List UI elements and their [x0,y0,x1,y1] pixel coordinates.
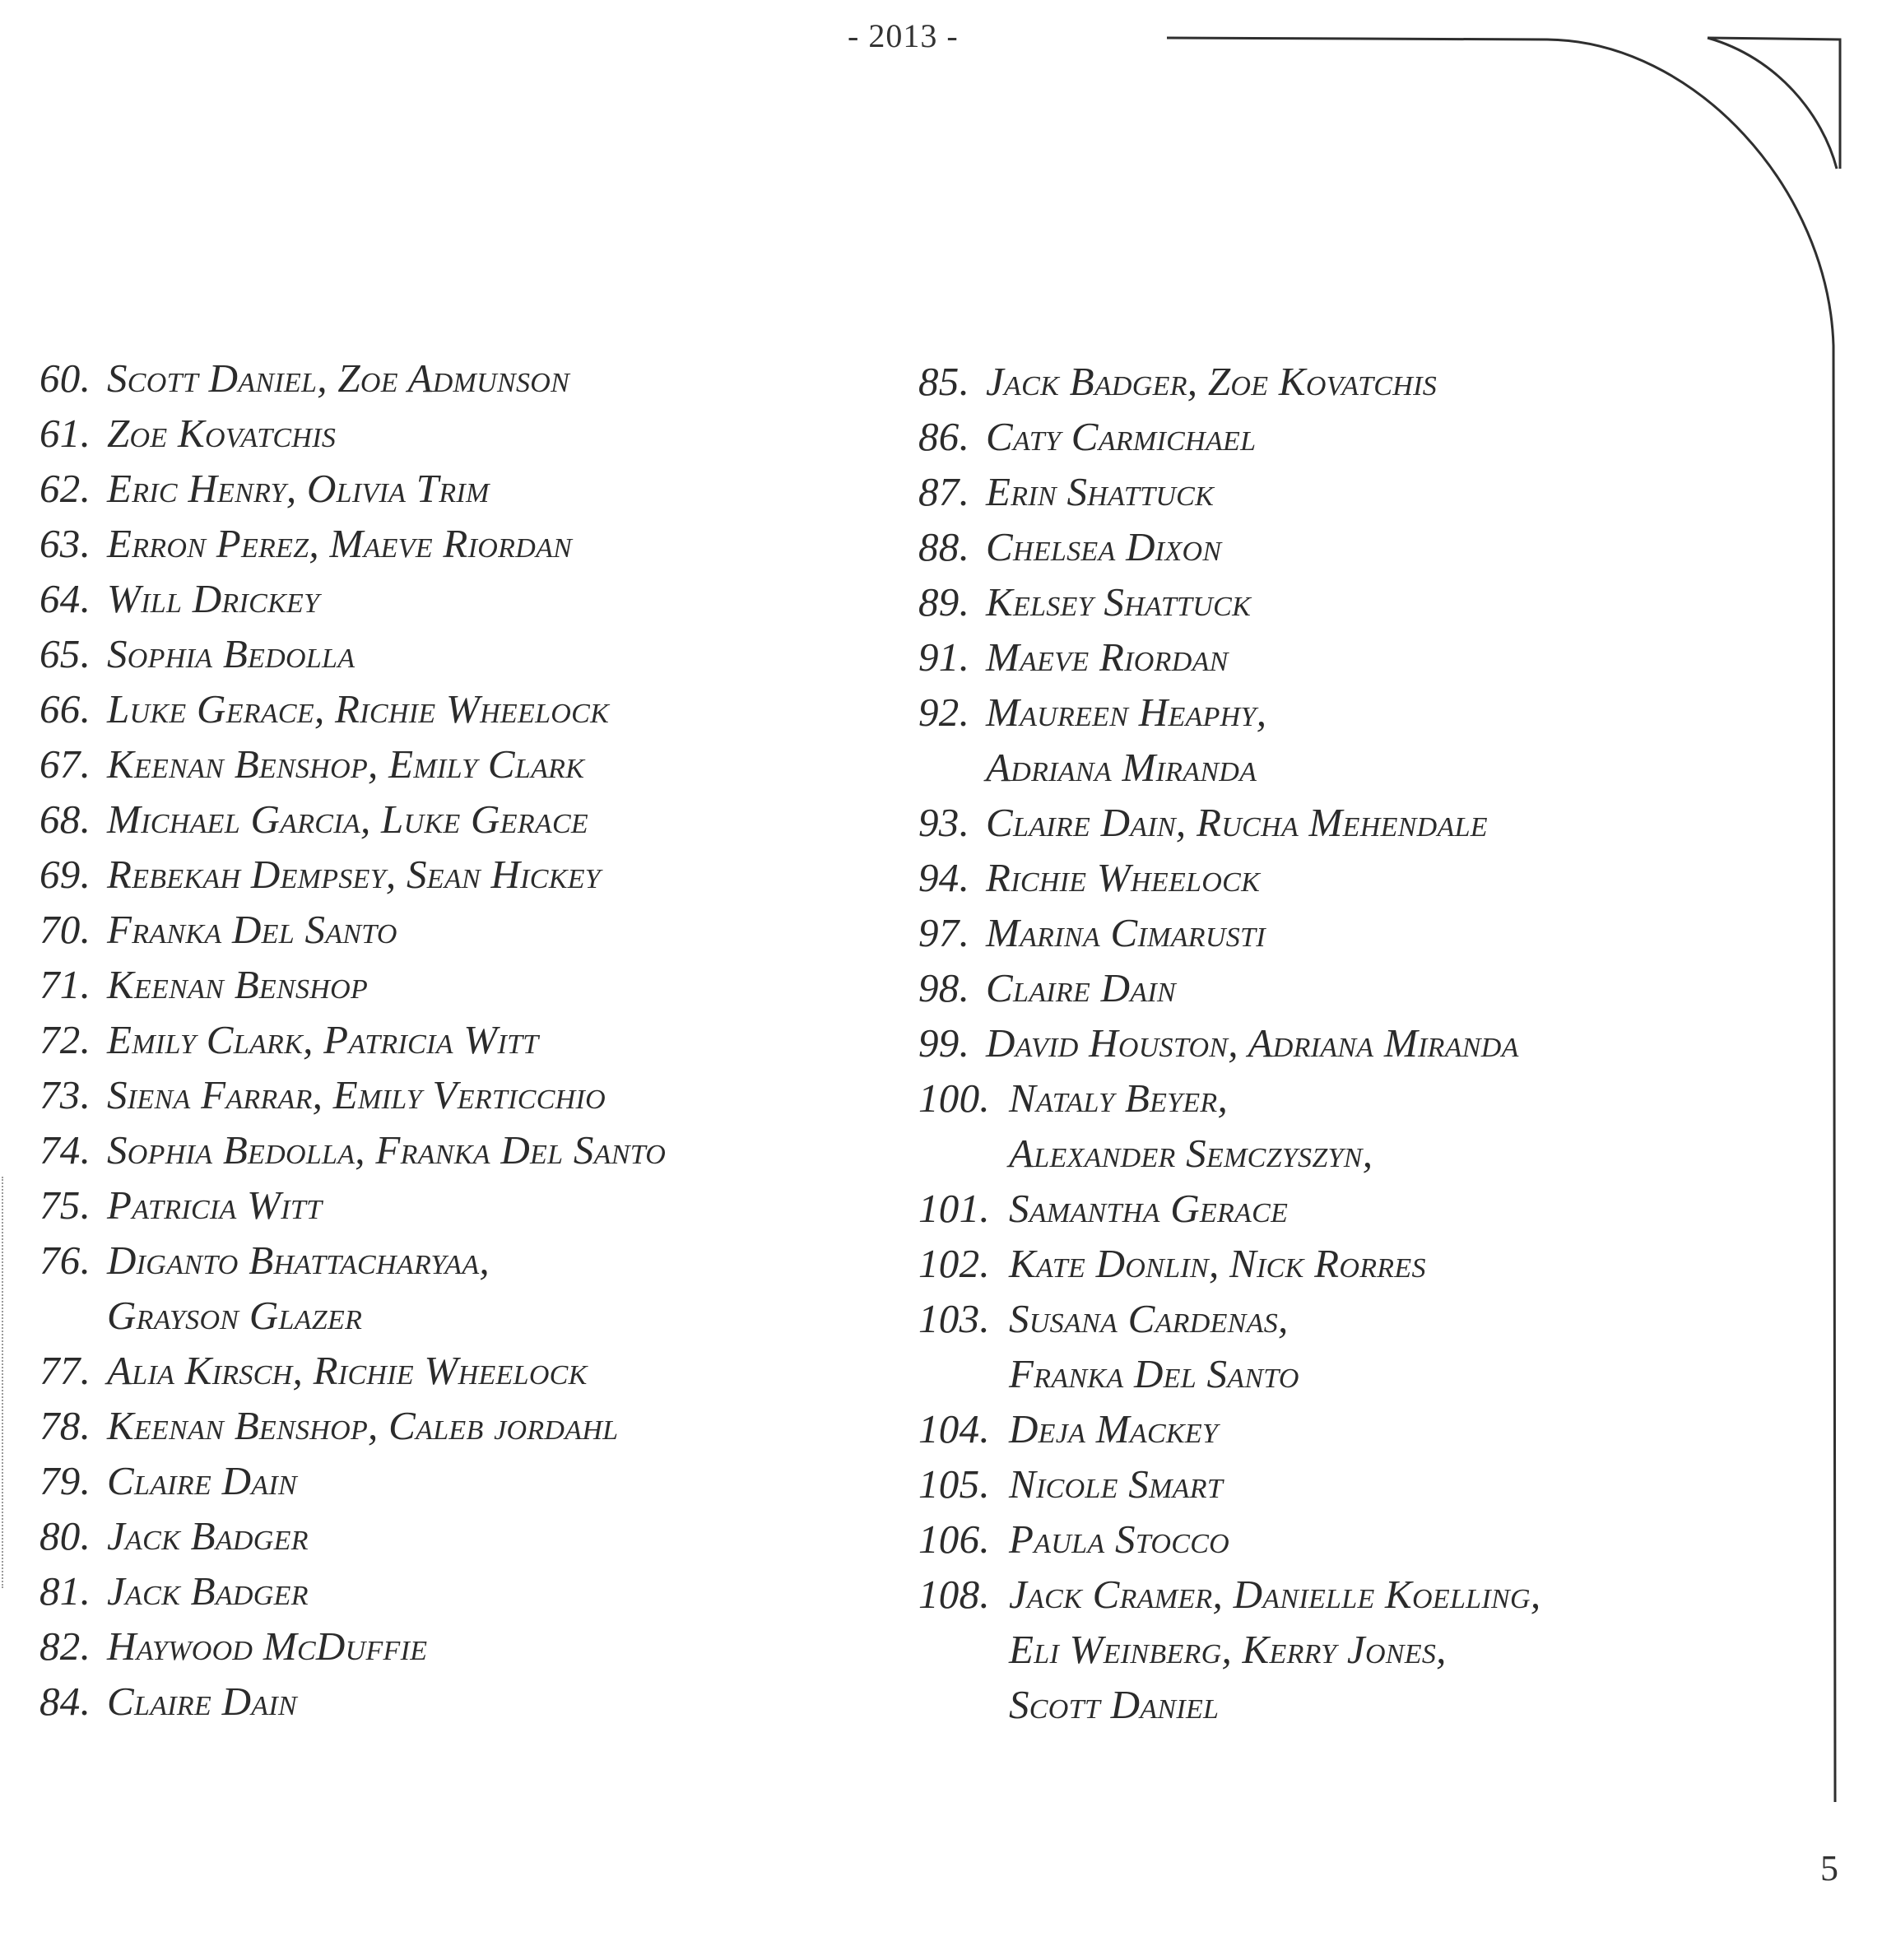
entry-number: 97. [918,910,970,955]
list-item [39,626,666,681]
entry-number: 93. [918,800,970,845]
list-item [39,516,666,571]
entry-number: 64. [39,576,91,621]
entry-number: 61. [39,411,91,456]
entry-names [1009,1567,1540,1732]
list-item [39,351,666,406]
list-item [39,1674,666,1729]
entry-names [107,516,572,571]
list-item [918,1071,1540,1181]
entry-names [107,1453,297,1508]
entry-name-line: Erin Shattuck [986,469,1215,514]
entry-number: 84. [39,1679,91,1724]
entry-name-line: Samantha Gerace [1009,1186,1289,1231]
entry-name-line: Zoe Kovatchis [107,411,337,456]
entry-names [107,461,490,516]
entry-number: 89. [918,579,970,625]
entry-names [107,736,584,792]
entry-name-line: Eli Weinberg, Kerry Jones, [1009,1627,1447,1672]
entry-names [1009,1291,1299,1401]
entry-names [1009,1181,1288,1236]
entry-number: 94. [918,855,970,900]
entry-name-line: Claire Dain [986,965,1176,1010]
entry-name-line: Siena Farrar, Emily Verticchio [107,1072,606,1117]
entry-number: 105. [918,1461,990,1507]
entry-names [107,1398,618,1453]
list-item [918,850,1540,905]
entry-number: 104. [918,1406,990,1451]
list-item [39,1563,666,1619]
entry-number: 78. [39,1403,91,1448]
list-item [39,1398,666,1453]
entry-name-line: Sophia Bedolla, Franka Del Santo [107,1127,667,1173]
entry-names [107,1233,490,1343]
entry-name-line: Erron Perez, Maeve Riordan [107,521,573,566]
entry-names [107,792,588,847]
entry-name-line: Jack Badger, Zoe Kovatchis [986,359,1438,404]
entry-name-line: Maeve Riordan [986,634,1229,680]
entry-names [1009,1512,1229,1567]
entry-number: 72. [39,1017,91,1062]
entry-name-line: Jack Badger [107,1513,309,1558]
entry-number: 91. [918,634,970,680]
entry-names [1009,1401,1218,1456]
entry-names [107,1122,666,1177]
entry-number: 65. [39,631,91,676]
entry-name-line: Michael Garcia, Luke Gerace [107,797,588,842]
entry-name-line: Haywood McDuffie [107,1623,428,1669]
entry-name-line: Sophia Bedolla [107,631,355,676]
entry-number: 101. [918,1186,990,1231]
entry-name-line: Grayson Glazer [107,1293,363,1338]
list-item [918,354,1540,409]
entry-number: 68. [39,797,91,842]
list-item [39,406,666,461]
entry-name-line: Diganto Bhattacharyaa, [107,1238,490,1283]
list-item [918,1236,1540,1291]
entry-names [107,1067,606,1122]
page-header-year: - 2013 - [848,17,959,54]
entry-name-line: Susana Cardenas, [1009,1296,1289,1341]
entry-name-line: Keenan Benshop, Caleb jordahl [107,1403,619,1448]
list-item [918,1401,1540,1456]
list-item [39,461,666,516]
entry-names [107,571,319,626]
entry-number: 108. [918,1572,990,1617]
entry-names [107,1563,309,1619]
entry-number: 81. [39,1568,91,1614]
entry-number: 85. [918,359,970,404]
entry-name-line: Kate Donlin, Nick Rorres [1009,1241,1426,1286]
entry-name-line: Luke Gerace, Richie Wheelock [107,686,610,732]
entry-number: 99. [918,1020,970,1066]
list-item [39,681,666,736]
entry-number: 86. [918,414,970,459]
right-column-list [918,354,1540,1732]
entry-number: 77. [39,1348,91,1393]
list-item [39,1177,666,1233]
entry-names [986,354,1437,409]
list-item [918,1015,1540,1071]
entry-name-line: Claire Dain, Rucha Mehendale [986,800,1488,845]
entry-name-line: Franka Del Santo [107,907,397,952]
entry-name-line: Nicole Smart [1009,1461,1224,1507]
entry-number: 62. [39,466,91,511]
entry-number: 75. [39,1182,91,1228]
entry-names [107,626,355,681]
list-item [39,847,666,902]
entry-name-line: Chelsea Dixon [986,524,1222,569]
entry-number: 80. [39,1513,91,1558]
entry-number: 74. [39,1127,91,1173]
list-item [39,902,666,957]
entry-number: 92. [918,690,970,735]
list-item [918,574,1540,629]
entry-name-line: Richie Wheelock [986,855,1261,900]
entry-name-line: Will Drickey [107,576,320,621]
entry-name-line: Claire Dain [107,1458,297,1503]
entry-number: 98. [918,965,970,1010]
entry-names [986,409,1256,464]
entry-name-line: Alia Kirsch, Richie Wheelock [107,1348,588,1393]
binding-edge-marks [2,1177,6,1588]
entry-names [1009,1456,1223,1512]
entry-names [986,574,1251,629]
list-item [918,464,1540,519]
list-item [918,519,1540,574]
entry-names [107,1177,322,1233]
list-item [39,1067,666,1122]
entry-name-line: Keenan Benshop, Emily Clark [107,741,585,787]
entry-number: 87. [918,469,970,514]
entry-number: 66. [39,686,91,732]
entry-number: 106. [918,1516,990,1562]
entry-number: 100. [918,1075,990,1121]
entry-number: 76. [39,1238,91,1283]
list-item [918,905,1540,960]
list-item [39,1122,666,1177]
list-item [39,1453,666,1508]
entry-number: 79. [39,1458,91,1503]
entry-name-line: Paula Stocco [1009,1516,1230,1562]
list-item [39,1508,666,1563]
left-column-list [39,351,666,1729]
list-item [918,629,1540,685]
entry-name-line: Kelsey Shattuck [986,579,1252,625]
list-item [39,1233,666,1343]
list-item [918,1181,1540,1236]
list-item [918,795,1540,850]
entry-number: 69. [39,852,91,897]
entry-number: 70. [39,907,91,952]
entry-names [986,850,1260,905]
entry-number: 60. [39,355,91,401]
entry-name-line: Deja Mackey [1009,1406,1219,1451]
entry-name-line: Jack Badger [107,1568,309,1614]
entry-names [986,960,1176,1015]
entry-name-line: Eric Henry, Olivia Trim [107,466,490,511]
entry-name-line: Adriana Miranda [986,745,1257,790]
entry-number: 82. [39,1623,91,1669]
entry-names [1009,1236,1426,1291]
entry-names [986,1015,1519,1071]
entry-names [107,847,601,902]
page-number: 5 [1820,1848,1838,1888]
entry-number: 88. [918,524,970,569]
entry-name-line: Jack Cramer, Danielle Koelling, [1009,1572,1541,1617]
entry-number: 103. [918,1296,990,1341]
list-item [39,1012,666,1067]
list-item [39,571,666,626]
list-item [39,1619,666,1674]
entry-number: 71. [39,962,91,1007]
entry-names [107,1343,588,1398]
entry-number: 63. [39,521,91,566]
entry-name-line: Nataly Beyer, [1009,1075,1229,1121]
entry-name-line: Maureen Heaphy, [986,690,1267,735]
entry-number: 67. [39,741,91,787]
list-item [918,685,1540,795]
entry-names [1009,1071,1373,1181]
entry-name-line: Patricia Witt [107,1182,323,1228]
entry-number: 73. [39,1072,91,1117]
list-item [918,1291,1540,1401]
entry-number: 102. [918,1241,990,1286]
entry-names [986,464,1214,519]
entry-names [107,406,336,461]
entry-names [986,629,1229,685]
entry-names [986,519,1221,574]
entry-name-line: Claire Dain [107,1679,297,1724]
list-item [918,1567,1540,1732]
list-item [39,957,666,1012]
entry-name-line: Alexander Semczyszyn, [1009,1131,1373,1176]
entry-name-line: Franka Del Santo [1009,1351,1299,1396]
entry-names [107,351,569,406]
entry-names [986,685,1266,795]
entry-names [107,1508,309,1563]
entry-name-line: Caty Carmichael [986,414,1257,459]
entry-names [107,681,609,736]
entry-names [107,902,397,957]
entry-names [107,957,368,1012]
entry-names [107,1012,538,1067]
list-item [918,960,1540,1015]
list-item [918,1512,1540,1567]
entry-name-line: Marina Cimarusti [986,910,1266,955]
entry-names [107,1674,297,1729]
entry-names [986,905,1266,960]
entry-names [986,795,1488,850]
list-item [39,736,666,792]
entry-name-line: Keenan Benshop [107,962,369,1007]
list-item [918,1456,1540,1512]
list-item [918,409,1540,464]
entry-name-line: David Houston, Adriana Miranda [986,1020,1519,1066]
entry-names [107,1619,427,1674]
list-item [39,1343,666,1398]
entry-name-line: Scott Daniel, Zoe Admunson [107,355,570,401]
entry-name-line: Emily Clark, Patricia Witt [107,1017,539,1062]
entry-name-line: Rebekah Dempsey, Sean Hickey [107,852,602,897]
list-item [39,792,666,847]
entry-name-line: Scott Daniel [1009,1682,1220,1727]
